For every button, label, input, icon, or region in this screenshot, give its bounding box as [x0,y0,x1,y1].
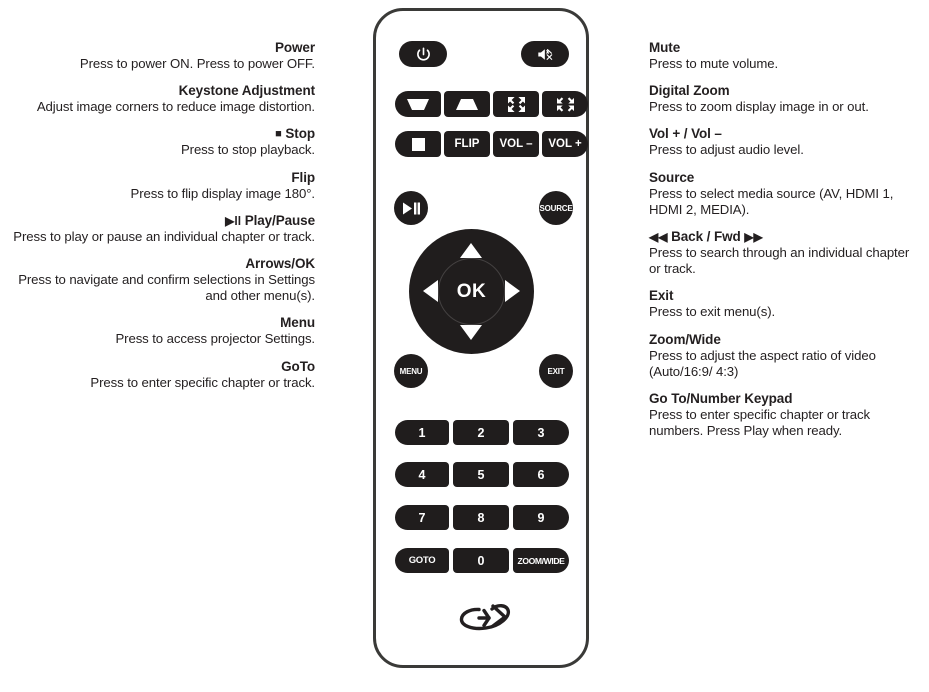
callout-keystone [0,83,315,115]
keypad-button-0[interactable]: 0 [453,548,509,573]
callout-title: Vol + / Vol – [649,126,722,142]
callout-menu [0,315,315,347]
callout-desc: Press to navigate and confirm selections in Settings and other menu(s). [18,272,315,304]
play-pause-button[interactable] [394,191,428,225]
callout-desc: Press to adjust the aspect ratio of video (Auto/16:9/ 4:3) [649,347,876,379]
callout-title: Zoom/Wide [649,331,721,347]
callout-desc: Adjust image corners to reduce image distortion. [36,99,315,115]
exit-button[interactable]: EXIT [539,354,573,388]
callout-back-fwd [649,229,917,277]
callout-title: Power [274,40,315,55]
callout-title: Arrows/OK [245,256,315,272]
power-icon [416,47,431,62]
keypad-button-5[interactable]: 5 [453,462,509,487]
callout-desc: Press to search through an individual chapter or track. [649,245,910,277]
callout-stop [0,126,315,158]
dpad[interactable] [409,229,534,354]
rewind-icon: ◀◀ [649,230,668,245]
mute-speaker-icon [537,47,554,62]
callout-exit [649,288,917,320]
play-pause-icon [402,202,421,215]
left-callout-column [0,40,315,391]
volume-down-button[interactable]: VOL – [493,131,539,157]
callout-desc: Press to select media source (AV, HDMI 1, HDMI 2, MEDIA). [649,185,894,217]
zoom-wide-button[interactable]: ZOOM/WIDE [513,548,569,573]
callout-desc: Press to play or pause an individual chapter or track. [13,228,315,244]
callout-power [0,40,315,72]
callout-arrows-ok [0,256,315,304]
callout-desc: Press to zoom display image in or out. [649,99,869,115]
mute-button[interactable] [521,41,569,67]
keypad-button-6[interactable]: 6 [513,462,569,487]
callout-source [649,170,917,218]
callout-desc: Press to stop playback. [180,142,315,158]
callout-desc: Press to enter specific chapter or track. [90,374,315,390]
callout-title: Source [649,169,695,185]
digital-zoom-out-button[interactable] [493,91,539,117]
callout-title: Menu [280,315,315,331]
volume-up-button[interactable]: VOL + [542,131,588,157]
keypad-button-2[interactable]: 2 [453,420,509,445]
callout-flip [0,170,315,202]
callout-desc: Press to access projector Settings. [115,331,315,347]
callout-title: Mute [649,40,681,55]
flip-button[interactable]: FLIP [444,131,490,157]
digital-zoom-in-button[interactable] [542,91,588,117]
callout-goto-keypad [649,391,917,439]
callout-zoom-wide [649,332,917,380]
right-callout-column [649,40,917,439]
power-button[interactable] [399,41,447,67]
stop-button[interactable] [395,131,441,157]
keypad-button-1[interactable]: 1 [395,420,449,445]
callout-goto [0,359,315,391]
stop-square-icon: ■ [275,128,282,141]
keystone-down-button[interactable] [395,91,441,117]
zoom-contract-icon [555,96,576,113]
stop-square-icon [412,138,425,151]
keystone-up-button[interactable] [444,91,490,117]
play-pause-icon: ▶ll [225,213,242,228]
callout-desc: Press to flip display image 180°. [130,185,315,201]
zoom-expand-icon [506,96,527,113]
callout-play-pause [0,213,315,245]
callout-desc: Press to power ON. Press to power OFF. [79,56,315,71]
callout-title: ◀◀ Back / Fwd ▶▶ [649,229,763,245]
callout-digital-zoom [649,83,917,115]
callout-title: ▶ll Play/Pause [225,212,315,228]
menu-button[interactable]: MENU [394,354,428,388]
callout-desc: Press to adjust audio level. [649,142,804,158]
callout-desc: Press to mute volume. [649,56,779,71]
keystone-trapezoid-down-icon [406,98,430,111]
callout-title: Go To/Number Keypad [649,391,793,407]
callout-desc: Press to exit menu(s). [649,304,776,320]
ok-button[interactable]: OK [456,280,487,302]
gpx-logo-icon [448,597,520,637]
goto-button[interactable]: GOTO [395,548,449,573]
callout-desc: Press to enter specific chapter or track numbers. Press Play when ready. [649,407,871,439]
callout-title: Flip [291,169,315,185]
source-button[interactable]: SOURCE [539,191,573,225]
keypad-button-7[interactable]: 7 [395,505,449,530]
remote-body [373,8,589,668]
keypad-button-8[interactable]: 8 [453,505,509,530]
callout-title: GoTo [281,358,315,374]
keypad-button-9[interactable]: 9 [513,505,569,530]
fast-forward-icon: ▶▶ [744,230,763,245]
callout-title: Keystone Adjustment [178,83,315,99]
callout-title: Digital Zoom [649,83,730,99]
gpx-logo [448,597,520,637]
keypad-button-4[interactable]: 4 [395,462,449,487]
callout-title: ■ Stop [275,126,315,142]
keystone-trapezoid-up-icon [455,98,479,111]
callout-volume [649,126,917,158]
keypad-button-3[interactable]: 3 [513,420,569,445]
callout-title: Exit [649,288,674,304]
callout-mute [649,40,917,72]
